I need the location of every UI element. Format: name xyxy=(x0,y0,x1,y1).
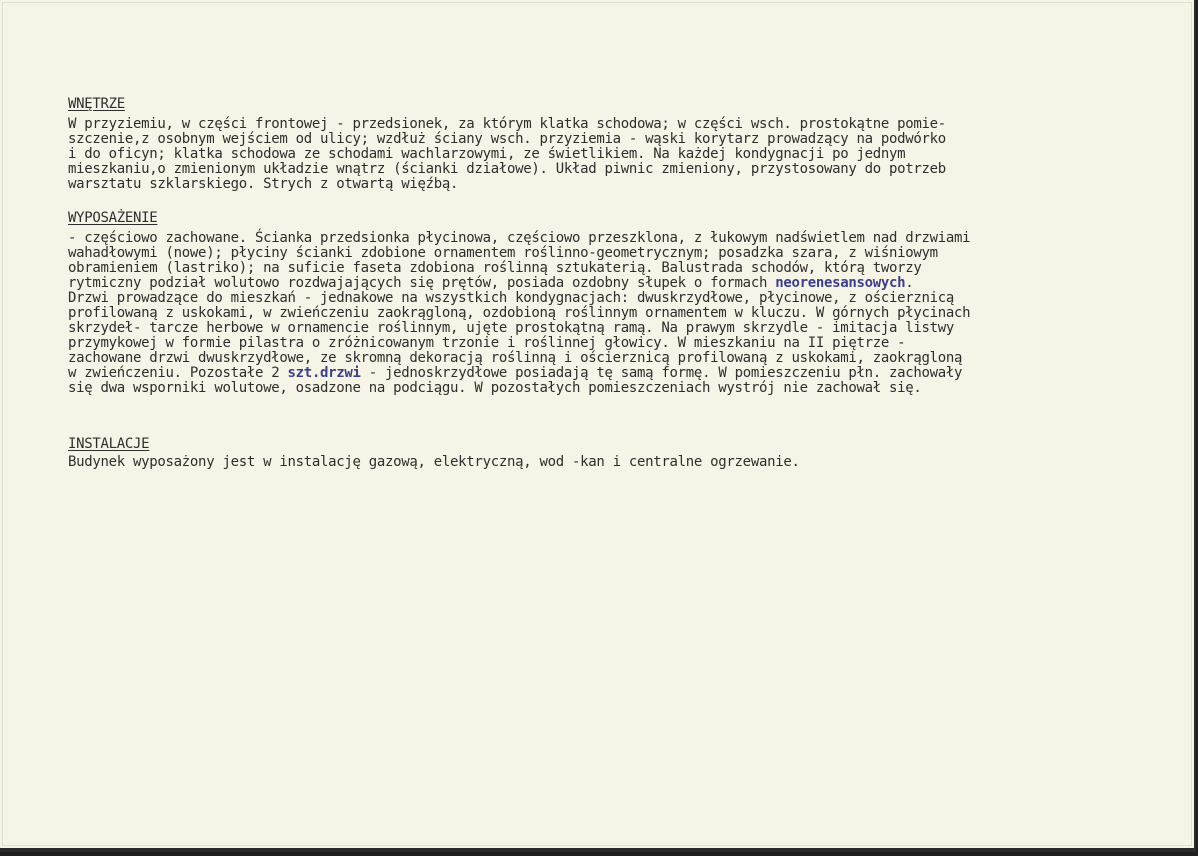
wyposazenie-line xyxy=(68,366,1178,381)
heading-wyposazenie: WYPOSAŻENIE xyxy=(68,210,158,226)
wyposazenie-line: obramieniem (lastriko); na suficie faseta zdobiona roślinną sztukaterią. Balustrada schodów, którą tworzy xyxy=(68,260,922,276)
wyposazenie-line: - częściowo zachowane. Ścianka przedsionka płycinowa, częściowo przeszklona, z łukowym nadświetlem nad drzwiami xyxy=(68,230,971,246)
instalacje-line: Budynek wyposażony jest w instalację gazową, elektryczną, wod -kan i centralne ogrzewanie. xyxy=(68,454,800,470)
wyposazenie-line: skrzydeł- tarcze herbowe w ornamencie roślinnym, ujęte prostokątną ramą. Na prawym skrzydle - imitacja listwy xyxy=(68,320,955,336)
line4-prefix: rytmiczny podział wolutowo rozdwajających się prętów, posiada ozdobny słupek o formach xyxy=(68,275,776,291)
wnetrze-line: szczenie,z osobnym wejściem od ulicy; wzdłuż ściany wsch. przyziemia - wąski korytarz prowadzący na podwórko xyxy=(68,131,946,147)
line4-suffix: . xyxy=(905,275,914,291)
wnetrze-line: i do oficyn; klatka schodowa ze schodami wachlarzowymi, ze świetlikiem. Na każdej kondygnacji po jednym xyxy=(68,146,906,162)
wyposazenie-line: zachowane drzwi dwuskrzydłowe, ze skromną dekoracją roślinną i ościerznicą profilowaną z uskokami, zaokrągloną xyxy=(68,350,963,366)
wyposazenie-line xyxy=(68,276,1178,291)
heading-wnetrze: WNĘTRZE xyxy=(68,96,125,112)
wyposazenie-line: Drzwi prowadzące do mieszkań - jednakowe na wszystkich kondygnacjach: dwuskrzydłowe, płycinowe, z ościerznicą xyxy=(68,290,955,306)
section-wnetrze xyxy=(68,96,1178,112)
wyposazenie-line: wahadłowymi (nowe); płyciny ścianki zdobione ornamentem roślinno-geometrycznym; posadzka szara, z wiśniowym xyxy=(68,245,938,261)
wyposazenie-line: profilowaną z uskokami, w zwieńczeniu zaokrągloną, ozdobioną roślinnym ornamentem w kluczu. W górnych płycinach xyxy=(68,305,971,321)
wyposazenie-line: się dwa wsporniki wolutowe, osadzone na podciągu. W pozostałych pomieszczeniach wystrój nie zachował się. xyxy=(68,380,922,396)
line10-prefix: w zwieńczeniu. Pozostałe 2 xyxy=(68,365,288,381)
line10-suffix: - jednoskrzydłowe posiadają tę samą formę. W pomieszczeniu płn. zachowały xyxy=(360,365,963,381)
heading-instalacje: INSTALACJE xyxy=(68,436,150,452)
wyposazenie-line: przymykowej w formie pilastra o zróżnicowanym trzonie i roślinnej głowicy. W mieszkaniu na II piętrze - xyxy=(68,335,906,351)
wnetrze-body xyxy=(68,117,1178,192)
wyposazenie-body xyxy=(68,231,1178,396)
wnetrze-line: W przyziemiu, w części frontowej - przedsionek, za którym klatka schodowa; w części wsch. prostokątne pomie- xyxy=(68,116,946,132)
instalacje-body xyxy=(68,455,1178,470)
highlight-szt-drzwi: szt.drzwi xyxy=(287,365,361,381)
highlight-neorenesansowych: neorenesansowych xyxy=(775,275,906,291)
wnetrze-line: warsztatu szklarskiego. Strych z otwartą więźbą. xyxy=(68,176,459,192)
wnetrze-line: mieszkaniu,o zmienionym układzie wnątrz (ścianki działowe). Układ piwnic zmieniony, przystosowany do potrzeb xyxy=(68,161,946,177)
section-wyposazenie xyxy=(68,210,1178,226)
section-instalacje xyxy=(68,436,1178,452)
